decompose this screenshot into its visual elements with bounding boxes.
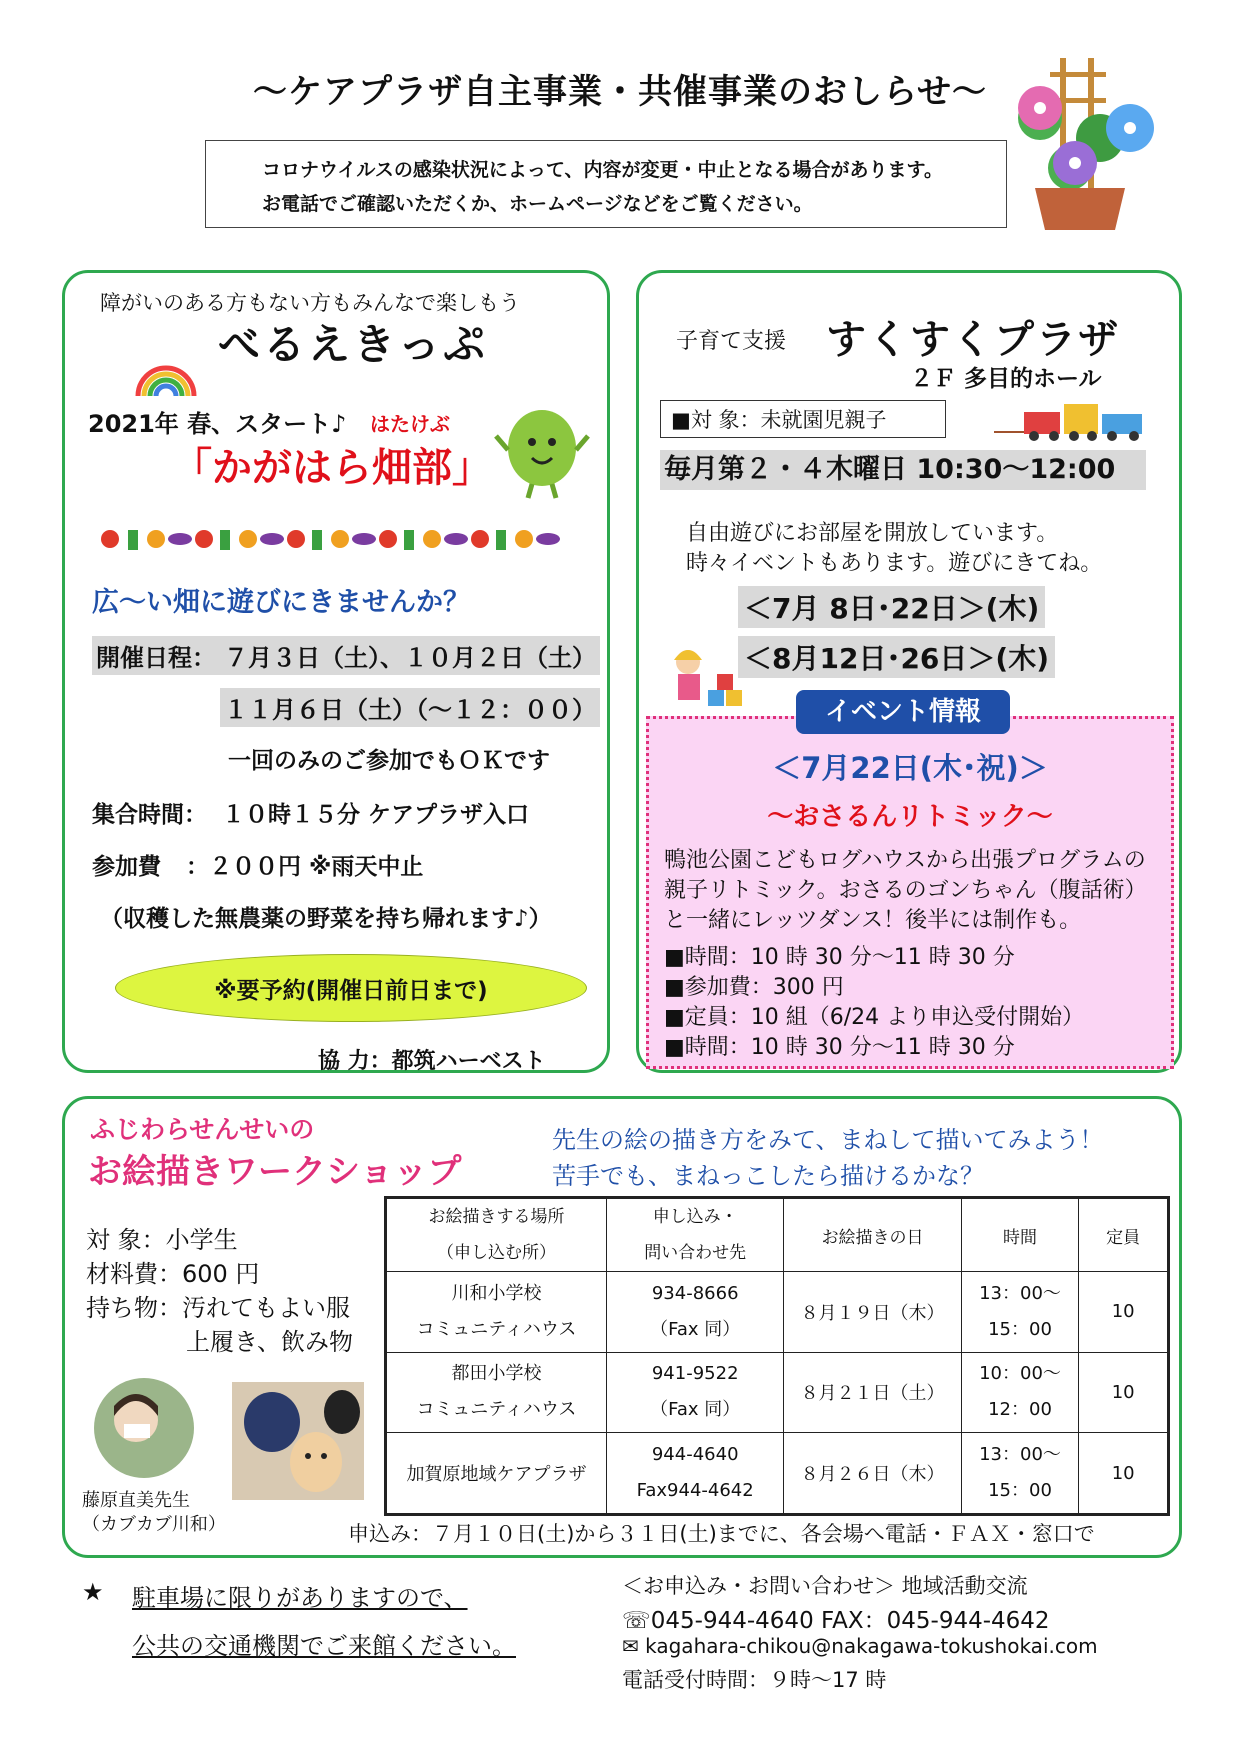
harvest-note: （収穫した無農薬の野菜を持ち帰れます♪） [100,906,552,932]
toy-train-icon [994,394,1150,444]
row-contact: 944-4640 Fax944-4642 [606,1433,783,1515]
august-dates: ＜8月12日･26日＞(木) [738,636,1055,678]
contact-title: ＜お申込み・お問い合わせ＞ 地域活動交流 [622,1574,1028,1598]
club-name: 「かがはら畑部」 [172,445,492,491]
event-date: ＜7月22日(木･祝)＞ [772,751,1048,785]
table-row [386,1433,1169,1515]
teacher-affiliation: （カブカブ川和） [82,1514,226,1535]
page-title: ～ケアプラザ自主事業・共催事業のおしらせ～ [253,72,987,112]
contact-tel-text: 045-944-4640 FAX：045-944-4642 [650,1608,1050,1634]
contact-email[interactable] [622,1634,1098,1658]
row-capacity: 10 [1079,1433,1169,1515]
row-date: ８月２１日（土） [784,1352,961,1433]
header-capacity: 定員 [1079,1198,1169,1272]
event-capacity: ■定員：10 組（6/24 より申込受付開始） [664,1005,1085,1030]
event-desc: 鴨池公園こどもログハウスから出張プログラムの親子リトミック。おさるのゴンちゃん（腹話術）と一緒にレッツダンス！後半には制作も。 [664,848,1147,933]
table-header-row [386,1198,1169,1272]
row-place: 加賀原地域ケアプラザ [386,1433,607,1515]
row-capacity: 10 [1079,1272,1169,1353]
event-time: ■時間：10 時 30 分～11 時 30 分 [664,945,1015,970]
workshop-bring-2: 上履き、飲み物 [186,1328,354,1356]
artwork-photo [232,1382,364,1500]
berue-catch: 広～い畑に遊びにきませんか？ [92,587,470,618]
dates-label: 開催日程： [92,636,220,675]
event-time-2: ■時間：10 時 30 分～11 時 30 分 [664,1035,1015,1060]
notice-box [205,140,1007,228]
row-place: 都田小学校 コミュニティハウス [386,1352,607,1433]
workshop-title: お絵描きワークショップ [88,1152,462,1192]
row-time: 13：00～ 15：00 [961,1433,1079,1515]
sukusuku-schedule: 毎月第２・４木曜日 10:30～12:00 [660,450,1146,490]
rainbow-icon [130,352,200,402]
table-row [386,1272,1169,1353]
child-blocks-icon [664,646,760,716]
notice-line-2: お電話でご確認いただくか、ホームページなどをご覧ください。 [262,193,813,215]
row-time: 10：00～ 12：00 [961,1352,1079,1433]
event-label: イベント情報 [796,690,1010,734]
july-dates: ＜7月 8日･22日＞(木) [738,586,1045,628]
teacher-photo [86,1376,202,1480]
workshop-bring-1: 持ち物：汚れてもよい服 [86,1294,350,1322]
fee-value: ：２００円 ※雨天中止 [186,854,424,880]
notice-line-1: コロナウイルスの感染状況によって、内容が変更・中止となる場合があります。 [262,159,943,181]
header-date: お絵描きの日 [784,1198,961,1272]
meet-label: 集合時間： [92,802,207,828]
header-contact: 申し込み・ 問い合わせ先 [606,1198,783,1272]
workshop-lead-1: 先生の絵の描き方をみて、まねして描いてみよう！ [552,1126,1104,1154]
dates-line-2: １１月６日（土）（～１２：００） [220,688,600,727]
row-date: ８月１９日（木） [784,1272,961,1353]
row-capacity: 10 [1079,1352,1169,1433]
row-contact: 934-8666 （Fax 同） [606,1272,783,1353]
reserve-text: ※要予約(開催日前日まで) [214,978,488,1004]
workshop-sub: ふじわらせんせいの [90,1115,315,1144]
contact-email-text[interactable]: kagahara-chikou@nakagawa-tokushokai.com [645,1634,1098,1658]
sukusuku-prefix: 子育て支援 [676,329,787,354]
parking-line-2: 公共の交通機関でご来館ください。 [132,1632,516,1660]
workshop-apply: 申込み：７月１０日(土)から３１日(土)までに、各会場へ電話・ＦＡＸ・窓口で [348,1522,1095,1546]
star-mark: ★ [82,1578,104,1606]
contact-hours: 電話受付時間：９時～17 時 [622,1668,887,1692]
header-place: お絵描きする場所 （申し込む所） [386,1198,607,1272]
row-contact: 941-9522 （Fax 同） [606,1352,783,1433]
event-fee: ■参加費：300 円 [664,975,844,1000]
event-title: ～おさるんリトミック～ [767,802,1053,832]
contact-tel [622,1602,1050,1635]
row-date: ８月２６日（木） [784,1433,961,1515]
reserve-badge [115,954,587,1022]
workshop-lead-2: 苦手でも、まねっこしたら描けるかな？ [552,1162,984,1190]
workshop-target: 対 象：小学生 [86,1226,238,1254]
workshop-table [384,1196,1170,1516]
sukusuku-target: ■対 象：未就園児親子 [660,400,946,438]
parking-line-1: 駐車場に限りがありますので、 [132,1584,468,1612]
sukusuku-desc-2: 時々イベントもあります。遊びにきてね。 [686,551,1103,576]
berue-start: 2021年 春、スタート♪ [88,410,347,438]
phone-icon: ☏ [622,1608,651,1634]
sukusuku-name: すくすくプラザ [826,317,1120,363]
vegetable-border [96,522,576,556]
row-time: 13：00～ 15：00 [961,1272,1079,1353]
fee-label: 参加費 [92,854,161,880]
berue-name: べるえきっぷ [218,320,489,369]
sukusuku-place: ２Ｆ 多目的ホール [910,366,1102,392]
teacher-name: 藤原直美先生 [82,1490,190,1511]
dates-line-1: ７月３日（土）、１０月２日（土） [220,636,600,675]
header-time: 時間 [961,1198,1079,1272]
row-place: 川和小学校 コミュニティハウス [386,1272,607,1353]
once-ok: 一回のみのご参加でもＯＫです [228,748,550,774]
berue-tagline: 障がいのある方もない方もみんなで楽しもう [100,291,520,315]
morning-glory-illustration [1010,58,1160,233]
club-ruby: はたけぶ [370,412,450,436]
sukusuku-desc-1: 自由遊びにお部屋を開放しています。 [686,521,1059,546]
table-row [386,1352,1169,1433]
cooperation: 協 力：都筑ハーベスト [318,1049,546,1074]
bean-character-icon [494,400,590,500]
mail-icon: ✉ [622,1634,646,1658]
workshop-material: 材料費：600 円 [86,1260,260,1288]
meet-value: １０時１５分 ケアプラザ入口 [222,802,530,828]
